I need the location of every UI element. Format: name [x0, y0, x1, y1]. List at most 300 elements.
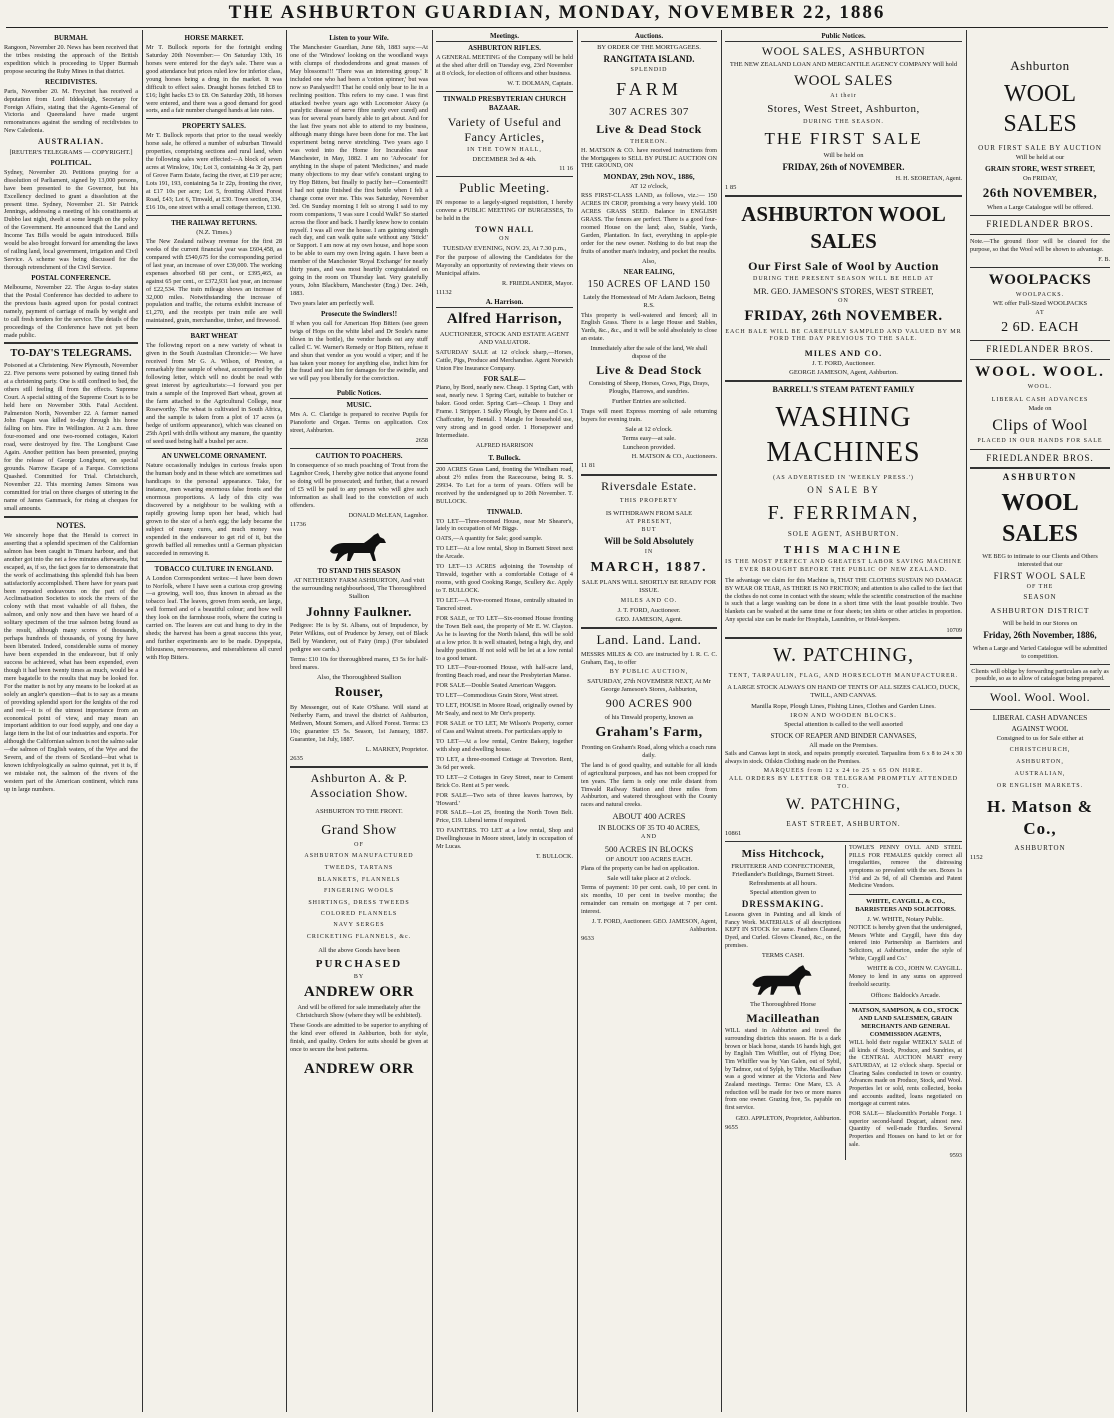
- church-heading: TINWALD PRESBYTERIAN CHURCH BAZAAR.: [443, 94, 566, 112]
- woolpacks-title: WOOLPACKS: [988, 271, 1092, 288]
- clients-text: Clients will oblige by forwarding particulars as early as possible, so as to allow of catalogue being prepared.: [971, 667, 1109, 683]
- purchased-text: PURCHASED: [315, 958, 403, 971]
- show-heading: Ashburton A. & P. Association Show.: [310, 771, 408, 801]
- column-rule: [142, 30, 143, 1412]
- dressmaking-title: DRESSMAKING.: [741, 899, 825, 910]
- harrison-signature: ALFRED HARRISON: [475, 442, 534, 450]
- public-meeting-date: TUESDAY EVENING, NOV. 23, At 7.30 p.m.,: [442, 244, 567, 252]
- wool-sales-title-2: WOOL SALES: [1001, 489, 1079, 547]
- swindlers-heading: Prosecute the Swindlers!!: [320, 309, 398, 318]
- money-to-lend: Money to lend in any sums on approved freehold security.: [848, 974, 962, 988]
- terms-cash: TERMS CASH.: [761, 952, 805, 960]
- offices: Offices: Baldock's Arcade.: [870, 991, 941, 999]
- sole-agent: SOLE AGENT, ASHBURTON.: [787, 530, 900, 539]
- column-rule: [721, 30, 722, 1412]
- letting-item: FOR SALE or TO LET, Mr Wilson's Property, corner of Cass and Walnut streets. For particulars apply to: [436, 720, 573, 736]
- tobacco-article: A London Correspondent writes:—I have been down to Norfolk, where I have seen a curious crop growing—a growing, well too, thus known in abroad as the tobacco leaf. The leaves, grown from seeds, are large, well formed and of a beautiful colour; and how well they look on the farmhouse roofs, where the curing is carried on. The leaves are cut and hung to dry in the sheds; the harvest has been a great success this year, and further experiments are to be made. Dyspepsia, biliousness, nervousness, and miserableness all cured with Hop Bitters.: [146, 574, 282, 661]
- at-present: AT PRESENT,: [625, 519, 673, 526]
- machine-number: 10709: [946, 626, 962, 634]
- harrison-subtitle: AUCTIONEER, STOCK AND ESTATE AGENT AND VALUATOR.: [439, 331, 570, 347]
- dressmaking-text: Lessons given in Painting and all kinds of Fancy Work. MATERIALS of all descriptions KEPT IN STOCK for same. Feathers Cleaned, Dyed, and Curled. Gloves Cleaned, &c., on the premises.: [725, 911, 841, 949]
- grahams-road: Fronting on Graham's Road, along which a coach runs daily.: [581, 743, 717, 759]
- column-rule: [966, 30, 967, 1412]
- mayor-signature: R. FRIEDLANDER, Mayor.: [502, 279, 573, 287]
- jameson-agent: GEO. JAMESON, Agent.: [615, 616, 683, 624]
- hitchcock-notice: [725, 845, 841, 1160]
- partnership-notice: NOTICE is hereby given that the undersigned, Messrs White and Caygill, have this day entered into Partnership as Barristers and Solicitors, at Ashburton, under the style of 'White, Caygill and Co.': [848, 924, 962, 962]
- divider: [970, 359, 1110, 360]
- stock-consisting: Consisting of Sheep, Horses, Cows, Pigs, Drays, Ploughs, Harrows, and sundries.: [588, 380, 710, 396]
- tinwald-property: of his Tinwald property, known as: [604, 713, 694, 721]
- rouser-title: Rouser,: [334, 685, 384, 701]
- political-article: Sydney, November 20. Petitions praying for a dissolution of Parliament, signed by 13,000 persons, have been presented to the Governor, but his Excellency declined to grant a dissolution at the present time. Sydney, November 21. Sir Patrick Jennings, addressing a meeting of his constituents at Dubbo last night, dwelt at some length on the policy of the Government. He announced that the Land and Income Tax Bills would be again introduced. Bills would be also brought forward for amending the laws of railing land, local government, irrigation and Civil Service. A scheme was being discussed for the thorough retrenchment of the Civil Service.: [4, 168, 138, 272]
- masthead-rule: [6, 27, 1108, 28]
- column-rule: [577, 30, 578, 1412]
- grand-show: Grand Show: [321, 823, 397, 839]
- washing-machines-title: WASHING MACHINES: [766, 401, 921, 469]
- public-notices-heading: Public Notices.: [290, 389, 428, 399]
- friday-date: Friday, 26th November, 1886,: [983, 630, 1097, 641]
- further-entries: Further Entries are solicited.: [611, 398, 686, 406]
- will-be-held-2: Will be held in our Stores on: [1002, 619, 1078, 627]
- ealing-homestead: Lately the Homestead of Mr Adam Jackson, Being R.S.: [583, 293, 715, 310]
- divider: [970, 449, 1110, 450]
- liberal-advances-2: LIBERAL CASH ADVANCES: [992, 712, 1088, 722]
- sale-date: 26th NOVEMBER,: [982, 185, 1098, 201]
- in-text: IN: [644, 548, 654, 555]
- luncheon-text: Luncheon provided.: [622, 444, 676, 452]
- friedlander-bros-3: FRIEDLANDER BROS.: [986, 452, 1094, 463]
- about-400: ABOUT 400 ACRES: [612, 811, 686, 822]
- grain-store: GRAIN STORE, WEST STREET,: [984, 164, 1096, 174]
- sails-canvas: Sails and Canvas kept in stock, and repairs promptly executed. Tarpaulins from 6 x 8 to 24 x 30 always in stock. Oilskin Clothing made on the Premises.: [725, 750, 962, 765]
- splendid-text: SPLENDID: [630, 66, 668, 73]
- livestock-title: Live & Dead Stock: [596, 121, 702, 136]
- tobacco-heading: TOBACCO CULTURE IN ENGLAND.: [154, 564, 274, 573]
- column-rule: [286, 30, 287, 1412]
- wife-article: The Manchester Guardian, June 6th, 1883 says:—At one of the 'Windows' looking on the woodland ways with clumps of rhododendrons and great masses of May blossoms!!! 'There was an interesting group.' It included one who had been a 'cotton spinner,' but was now so Paralysed!!! That he could only bear to lie in a reclining position. This refers to my case. I was first attacked twelve years ago with Locomotor Ataxy (a paralytic disease of nerve fibre rarely ever cured) and was for several years barely able to get about. And for the last five years not able to attend to my business, although many things have been done for me. The last experiment being nerve stretching. Two years ago I was voted into the Home for Incurables near Manchester, in May, 1882. I am no 'Advocate' for anything in the shape of patent 'Medicines,' and made many objections to my dear wife's constant urging to try Hop Bitters, but finally to pacify her—Consented!! I had not quite finished the first bottle when I felt a change come over me. This was Saturday, November 3rd. On Sunday morning I felt so strong I said to my room companions, 'I was sure I could Walk!' So started across the floor and back. I hardly knew how to contain myself. I was all over the house. I am gaining strength each day, and can walk quite safe without any 'Stick!' or Support. I am now at my own house, and hope soon to be able to earn my own living again. I have been a member of the Manchester 'Royal Exchange' for nearly thirty years, and was most heartily congratulated on going in the room on Thursday last. Very gratefully yours, John Blackburn, Manchester (Eng.) Dec. 24th, 1883.: [290, 43, 428, 298]
- plans-text: Plans of the property can be had on application.: [581, 865, 700, 872]
- land-acres: 900 ACRES 900: [605, 696, 693, 711]
- bart-wheat-article: The following report on a new variety of wheat is given in the South Australian Chronicle:— We have received from Mr G. A. Wilson, of Preston, a remarkably fine sample of wheat, accompanied by the following letter, which will no doubt be read with great interest by agriculturists:—I forward you per train a sample of the Improved Bart wheat, grown at the farm attached to the Agricultural College, near Roseworthy. The wheat is cultivated in South Africa, and the sample is taken from a plot of 17 acres (a hedge of uniform appearance), which was cleaned on 25th April with drills without any manure, the quantity of seed used being half a bushel per acre.: [146, 342, 282, 445]
- public-meeting-purpose: For the purpose of allowing the Candidates for the Mayoralty an opportunity of reviewing their views on Municipal affairs.: [436, 253, 573, 277]
- recidivistes-heading: RECIDIVISTES.: [45, 77, 97, 86]
- telegrams-heading: TO-DAY'S TELEGRAMS.: [10, 348, 132, 360]
- each-bale: EACH BALE WILL BE CAREFULLY SAMPLED AND VALUED BY MR FORD THE DAY PREVIOUS TO THE SALE.: [725, 328, 962, 343]
- orr-notice: And will be offered for sale immediately after the Christchurch Show (where they will be exhibited).: [296, 1004, 422, 1020]
- special-given: Special attention given to: [749, 889, 817, 896]
- auction-date: MONDAY, 29th NOV., 1886,: [603, 172, 695, 182]
- column-rule: [432, 30, 433, 1412]
- auctions-heading: Auctions.: [581, 32, 717, 42]
- postal-heading: POSTAL CONFERENCE.: [31, 273, 111, 282]
- letting-item: TO LET—Three-roomed House, near Mr Shearer's, lately in occupation of Mr Biggs.: [436, 517, 573, 533]
- letting-item: TO LET.—A Five-roomed House, centrally situated in Tancred street.: [436, 596, 573, 612]
- rouser-signature: L. MARKEY, Proprietor.: [365, 745, 428, 753]
- divider: [970, 340, 1110, 341]
- macilleathan-text: WILL stand in Ashburton and travel the surrounding districts this season. He is a dark brown or black horse, stands 16 hands high, got by English Tim Whiffler, out of Flying Doe; Tim Whiffler was by Van Galen, out of Sybil, by Tadmor, out of Sylph, by Tithe. Macilleathan was a good winner at the Victoria and New Zealand meetings. Terms: One Mare, £3. A reduction will be made for two or more mares from one owner. Grazing free, 5s. payable on first service.: [725, 1028, 841, 1111]
- friedlander-bros: FRIEDLANDER BROS.: [986, 219, 1094, 230]
- divider: [4, 516, 138, 518]
- placed-for-sale: PLACED IN OUR HANDS FOR SALE: [977, 438, 1103, 445]
- legal-notices: [845, 845, 962, 1160]
- wool-sales-title: WOOL SALES: [1003, 80, 1077, 138]
- goods-item: BLANKETS, FLANNELS: [317, 876, 401, 883]
- ford-auctioneer: J. T. FORD, Auctioneer.: [812, 359, 875, 367]
- divider: [849, 1003, 962, 1004]
- goods-item: NAVY SERGES: [333, 922, 385, 929]
- poachers-signature: DONALD McLEAN, Lagmhor.: [348, 511, 428, 519]
- of-the: OF THE: [1026, 583, 1054, 590]
- we-beg-text: WE BEG to intimate to our Clients and Others interested that our: [982, 553, 1098, 569]
- market-item: AUSTRALIAN,: [1014, 771, 1066, 778]
- ashburton-wool-sales-title: ASHBURTON WOOL SALES: [741, 202, 946, 253]
- divider: [146, 561, 282, 562]
- column-public-notices: [725, 32, 962, 1412]
- against-wool: AGAINST WOOL: [1011, 724, 1069, 734]
- goods-item: SHIRTINGS, DRESS TWEEDS: [308, 899, 410, 906]
- hitchcock-title: Miss Hitchcock,: [741, 847, 825, 860]
- manufactured-text: ASHBURTON MANUFACTURED: [304, 852, 414, 859]
- divider: [146, 215, 282, 216]
- matson-signature: H. MATSON & CO., Auctioneers.: [631, 453, 717, 461]
- land-signature: J. T. FORD, Auctioneer. GEO. JAMESON, Agent, Ashburton.: [591, 918, 717, 933]
- appleton-signature: GEO. APPLETON, Proprietor, Ashburton.: [735, 1114, 841, 1122]
- miles-and-co: MILES AND CO.: [620, 598, 678, 605]
- bullock-signature: T. BULLOCK.: [535, 853, 573, 861]
- letting-item: TO LET—2 Cottages in Grey Street, near to Cement Brick Co. Rent at 5 per week.: [436, 773, 573, 789]
- column-hop-bitters: [290, 32, 428, 1412]
- patching-number: 10861: [725, 829, 742, 837]
- public-notices-heading: Public Notices.: [725, 32, 962, 42]
- patching-title-2: W. PATCHING,: [785, 796, 902, 814]
- town-hall: TOWN HALL: [475, 224, 534, 234]
- divider: [436, 176, 573, 177]
- matson-instructions: H. MATSON & CO. have received instructions from the Mortgagees to SELL BY PUBLIC AUCTION ON THE GROUND, ON: [581, 146, 717, 170]
- ealing-acres: 150 ACRES OF LAND 150: [587, 279, 711, 291]
- divider: [970, 686, 1110, 687]
- by-text: BY: [353, 973, 365, 980]
- jameson-stores: MR. GEO. JAMESON'S STORES, WEST STREET,: [753, 285, 934, 296]
- bottom-notices: [725, 845, 962, 1160]
- land-number: 9633: [581, 934, 594, 942]
- divider: [970, 467, 1110, 469]
- during-season: DURING THE SEASON.: [803, 118, 884, 125]
- woolpacks-offer: WE offer Full-Sized WOOLPACKS: [992, 300, 1088, 308]
- letting-item: FOR SALE—Double Seated American Waggon.: [436, 682, 557, 690]
- land-date: SATURDAY, 27th NOVEMBER NEXT, At Mr George Jameson's Stores, Ashburton,: [587, 677, 711, 693]
- agent-signature: H. H. SEORETAN, Agent.: [895, 174, 962, 182]
- ashburton-district: ASHBURTON DISTRICT: [990, 606, 1090, 616]
- divider: [146, 118, 282, 119]
- letting-item: TO LET—13 ACRES adjoining the Township of Tinwald, together with a comfortable Cottage of 4 rooms, with good Cooking Range, Scullery &c. Apply to T. BULLOCK.: [436, 563, 573, 595]
- also-text: Also, the Thoroughbred Stallion: [316, 673, 401, 681]
- letting-item: OATS,—A quantity for Sale; good sample.: [436, 535, 543, 543]
- rouser-text: By Messenger, out of Kate O'Shane. Will stand at Netherby Farm, and travel the district of Ashburton, Methven, Mount Somers, and Alford Forest. Terms: £3 10s; guarantee £5 5s. Season, 1st January, 1887. Guarantee, 1st July, 1887.: [290, 704, 428, 743]
- poachers-number: 11736: [290, 520, 307, 528]
- goods-item: CRICKETING FLANNELS, &c.: [306, 933, 412, 940]
- poachers-notice: In consequence of so much poaching of Trout from the Lagmhor Creek, I hereby give notice that anyone found so doing will be prosecuted; and further, that a reward of £5 will be paid to any person who will give such information as shall lead to the conviction of such offenders.: [290, 461, 428, 509]
- rifles-heading: ASHBURTON RIFLES.: [468, 43, 541, 52]
- sale-plans: SALE PLANS WILL SHORTLY BE READY FOR ISSUE.: [581, 578, 717, 594]
- lettings-list: [436, 518, 573, 852]
- letting-item: TO LET—At a low rental, Shop in Burnett Street next the Arcade.: [436, 545, 573, 561]
- wool-sales-mid: WOOL SALES: [793, 72, 894, 89]
- divider: [849, 894, 962, 895]
- withdrawn-text: IS WITHDRAWN FROM SALE: [605, 509, 693, 517]
- divider: [436, 91, 573, 92]
- note-signature: F. B.: [1098, 255, 1110, 263]
- ashburton-heading: Ashburton: [1010, 58, 1070, 73]
- horse-caption: The Thoroughbred Horse: [750, 1000, 816, 1008]
- blocks-500: 500 ACRES IN BLOCKS: [604, 843, 694, 854]
- at-their: At their: [830, 92, 857, 99]
- livestock-title-2: Live & Dead Stock: [596, 363, 702, 378]
- farm-title: FARM: [616, 79, 682, 100]
- railway-article: The New Zealand railway revenue for the first 28 weeks of the current financial year was £604,458, as compared with £540,675 for the corresponding period of last year, an increase of over £39,000. The working expenses absorbed 68 per cent., or £395,465, as against 65 per cent., or £372,931 last year, an increase of £22,534. The train mileage shows an increase of 32,000 miles. Notwithstanding the increase of population and traffic, the returns exhibit increase of £1,270, and the receipts per train mile are well maintained, grain, merchandise, timber, and firewood.: [146, 237, 282, 325]
- divider: [146, 328, 282, 329]
- farm-description: RSS FIRST-CLASS LAND, as follows, viz.:— 150 ACRES IN CROP, promising a very heavy yield. 100 ACRES GRASS SEED. Balance in ENGLISH GRASS. The fences are perfect. There is a good four-roomed House on the land; also, Stable, Yards, Garden, Plantation. In fact, everything in apple-pie order for the new owner. Nothing to do but reap the fruits of another man's industry, and pocket the results.: [581, 192, 717, 255]
- farm-acres: 307 ACRES 307: [609, 106, 689, 119]
- woolpacks-subtitle: WOOLPACKS.: [1015, 291, 1065, 298]
- loan-agency: THE NEW ZEALAND LOAN AND MERCANTILE AGENCY COMPANY Will hold: [729, 61, 958, 69]
- matson-title: H. Matson & Co.,: [987, 797, 1093, 839]
- machine-advantage: The advantage we claim for this Machine is, THAT THE CLOTHES SUSTAIN NO DAMAGE BY WEAR OR TEAR, AS THERE IS NO FRICTION; and attention is also called to the fact that the clothes do not come in contact with the steam; while the scientific construction of the machine is such that a large washing can be done in a short time with the least possible trouble. Two blankets can be washed at the same time or four sheets; ten shirts or other articles in proportion. Any special size can be made for Hospitals, Laundries, or Hotel-keepers.: [725, 578, 962, 623]
- catalogue-text: When a Large Catalogue will be offered.: [986, 203, 1094, 211]
- first-sale-title: THE FIRST SALE: [764, 129, 923, 149]
- markets-list: [970, 744, 1110, 792]
- matson-for-sale: FOR SALE— Blacksmith's Portable Forge. 1 superior second-hand Dogcart, almost new. Quantity of well-made Hurdles. Several Properties and Houses on hand to let or for sale.: [848, 1111, 962, 1148]
- ashburton-heading-2: ASHBURTON: [1002, 472, 1078, 483]
- ground-floor-note: Note.—The ground floor will be cleared for the purpose, so that the Wool will be shown to advantage.: [970, 237, 1110, 253]
- letting-item: FOR SALE, or TO LET—Six-roomed House fronting the Town Belt east, the property of Mr E. W. Clayton. As he is leaving for the North Island, this will be sold at a low price. It is well situated, being a high, dry, and healthy position. If not sold will be let at a low rental to a good tenant.: [436, 614, 573, 662]
- macilleathan-title: Macilleathan: [746, 1010, 820, 1025]
- after-sale-text: Immediately after the sale of the land, We shall dispose of the: [590, 345, 708, 361]
- this-property: THIS PROPERTY: [619, 498, 679, 505]
- most-perfect: IS THE MOST PERFECT AND GREATEST LABOR SAVING MACHINE EVER BROUGHT BEFORE THE PUBLIC OF NEW ZEALAND.: [725, 559, 962, 573]
- during-present: DURING THE PRESENT SEASON WILL BE HELD AT: [753, 276, 934, 283]
- letting-item: TO FAINTERS. TO LET at a low rental, Shop and Dwellinghouse in Moore street, lately in occupation of Mr Lucas.: [436, 827, 573, 851]
- wool-sales-ashburton: WOOL SALES, ASHBURTON: [761, 43, 926, 58]
- wool-wool-title: WOOL. WOOL.: [975, 363, 1105, 380]
- advertised-text: (AS ADVERTISED IN 'WEEKLY PRESS.'): [773, 475, 914, 482]
- trains-text: Traps will meet Express morning of sale returning buyers for evening train.: [581, 407, 717, 423]
- towles-pills: TOWLE'S PENNY OYLL AND STEEL PILLS FOR FEMALES quickly correct all irregularities, remove the distressing symptoms so prevalent with the sex. Boxes 1s 1½d and 2s 9d, of all Chemists and Patent Medicine Vendors.: [848, 844, 962, 890]
- varied-catalogue: When a Large and Varied Catalogue will be submitted to competition.: [972, 644, 1108, 660]
- masthead: THE ASHBURTON GUARDIAN, MONDAY, NOVEMBER 22, 1886: [228, 2, 886, 23]
- railway-heading: THE RAILWAY RETURNS.: [171, 218, 257, 227]
- footer-number: 1152: [970, 853, 983, 861]
- island-heading: RANGITATA ISLAND.: [603, 54, 695, 65]
- divider: [970, 664, 1110, 665]
- goods-item: COLORED FLANNELS: [320, 910, 398, 917]
- recidivistes-article: Paris, November 20. M. Freycinet has received a deputation from Lord Iddesleigh, Secretary for Foreign Affairs, stating that the Agents-General of Victoria and Queensland have made urgent remonstrances against the sending of recidivistes to New Caledonia.: [4, 87, 138, 135]
- also-text: Also,: [642, 257, 656, 265]
- sale-time: Sale at 12 o'clock.: [625, 425, 673, 433]
- divider: [725, 380, 962, 382]
- johnny-faulkner-title: Johnny Faulkner.: [306, 603, 412, 619]
- rifles-notice: A GENERAL MEETING of the Company will be held at the shed after drill on Tuesday evg, 23rd November at 8 o'clock, for election of officers and other business.: [436, 53, 573, 77]
- made-on-premises: All made on the Premises.: [809, 741, 878, 749]
- letting-item: TO LET—Commodious Grain Store, West street.: [436, 692, 559, 700]
- harrison-text: SATURDAY SALE at 12 o'clock sharp,—Horses, Cattle, Pigs, Produce and Merchandise. Agent Norwich Union Fire Insurance Company.: [436, 348, 573, 372]
- notes-article: We sincerely hope that the Herald is correct in asserting that a splendid specimen of the Californian salmon has been caught in Timaru harbour, and that another got into the net a few minutes afterwards, but escaped, as, if so, the fact goes far to demonstrate that the work of acclimatising this splendid fish has been satisfactorily accomplished. There have for years past been repeated endeavours on the part of the Acclimatisation Societies to stock the rivers of the colony with that most valuable of all fishes, the salmon, and only now and then have we heard of a solitary specimen of the true salmon being found as the result, although many scores of thousands, perhaps hundreds of thousands, of young fry have been liberated. Indeed, considerable sums of money have been expended in the endeavour, but if only success be achieved, what has been expended, even though it had been twenty times as much, would be a mere bagatelle to the results that may be looked for. For the matter is not by any means to be looked at as solely an angler's question—that is to say as a means of providing splendid sport for the knights of the rod and reel—it is of the utmost importance from an economical point of view, and may mean an important addition to our food supply, and one day a large item in the list of our industries and exports. For although the Californian salmon is not the salmo salar—the salmon of English waters, of the Wye and the Severn, and of the rivers of Scotland—but what is known ichthyologically as salmo quinnat, yet it is, if we mistake not, the salmon of the rivers of the western part of the American continent, which runs up in large numbers.: [4, 531, 138, 793]
- ealing-description: This property is well-watered and fenced; all in English Grass. There is a large House and Stables, Yards, &c., &c., and it will be sold absolutely to close an estate.: [581, 311, 717, 343]
- large-stock: A LARGE STOCK ALWAYS ON HAND OF TENTS OF ALL SIZES CALICO, DUCK, TWILL, AND CANVAS.: [727, 683, 960, 700]
- season-text: SEASON: [1023, 593, 1057, 602]
- of-text: OF: [354, 842, 364, 849]
- bullock-small-heading: T. Bullock.: [436, 454, 573, 464]
- will-be-held: Will be held on: [823, 151, 864, 159]
- goods-item: TWEEDS, TARTANS: [324, 865, 394, 872]
- divider: [970, 709, 1110, 710]
- marquees: MARQUEES from 12 x 24 to 25 x 65 ON HIRE.: [763, 768, 924, 775]
- wife-tail: Two years later am perfectly well.: [290, 299, 375, 307]
- reuter-credit: [REUTER'S TELEGRAMS — COPYRIGHT.]: [9, 148, 133, 156]
- column-wool-sales: [970, 32, 1110, 1412]
- payment-terms: Terms of payment: 10 per cent. cash, 10 per cent. in six months, 10 per cent in twelve months; the remainder can remain on mortgage at 7 per cent. interest.: [581, 884, 717, 916]
- goods-item: FINGERING WOOLS: [323, 888, 395, 895]
- patching-subtitle: TENT, TARPAULIN, FLAG, AND HORSECLOTH MANUFACTURER.: [728, 673, 959, 680]
- terms-text: Terms easy—at sale.: [622, 434, 676, 442]
- political-heading: POLITICAL.: [50, 158, 92, 167]
- horse-market-heading: HORSE MARKET.: [184, 34, 244, 42]
- public-auction: BY PUBLIC AUCTION,: [609, 668, 689, 675]
- music-notice: Mrs A. C. Claridge is prepared to receive Pupils for Pianoforte and Organ. Terms on application. Cox street, Ashburton.: [290, 411, 428, 435]
- column-meetings: [436, 32, 573, 1412]
- thereon-text: THEREON.: [630, 138, 668, 145]
- on-text: ON: [499, 235, 510, 242]
- first-wool-sale: FIRST WOOL SALE: [993, 571, 1087, 582]
- stand-subheading: AT NETHERBY FARM ASHBURTON, And visit the surrounding neighbourhood, The Thoroughbred Stallion: [292, 576, 426, 601]
- auction-time: AT 12 o'clock,: [630, 183, 668, 190]
- sale-time-2: Sale will take place at 2 o'clock.: [607, 874, 691, 882]
- at-text: AT: [1035, 309, 1045, 316]
- on-text: ON: [838, 297, 849, 304]
- column-markets: [146, 32, 282, 1412]
- letting-item: FOR SALE—Two sets of three leaves harrows, by 'Howard.': [436, 791, 573, 807]
- sold-absolutely: Will be Sold Absolutely: [604, 536, 694, 547]
- white-caygill: WHITE, CAYGILL, & CO., BARRISTERS AND SOLICITORS.: [855, 898, 956, 914]
- stores-west-street: Stores, West Street, Ashburton,: [767, 103, 920, 116]
- consigned-text: Consigned to us for Sale either at: [996, 734, 1084, 742]
- divider: [970, 234, 1110, 235]
- letting-item: TO LET—Four-roomed House, with half-acre land, fronting Beach road, and near the Presbyterian Manse.: [436, 664, 573, 680]
- goods-list: [290, 863, 428, 943]
- burmah-heading: BURMAH.: [54, 34, 88, 42]
- bazaar-date: DECEMBER 3rd & 4th.: [472, 155, 537, 163]
- appleton-number: 9655: [725, 1123, 738, 1131]
- this-machine: THIS MACHINE: [783, 544, 904, 557]
- divider: [725, 637, 962, 639]
- wool-text: WOOL.: [1027, 383, 1053, 390]
- letting-item: TO LET—At a low rental, Centre Bakery, together with shop and dwelling house.: [436, 737, 573, 753]
- harrison-small-heading: A. Harrison.: [436, 298, 573, 308]
- for-sale-list: Piano, by Bord, nearly new. Cheap. 1 Spring Cart, with seat, nearly new. 1 Spring Cart, suitable to butcher or baker. Good order. Spring Cart—Cheap. 1 Dray and Frame. 1 Stripper. 1 Sulky Plough, by Deere and Co. 1 Chaffcutter, by Bentall. 1 Mangle for household use, very strong and in good order. 1 Horsepower and Intermediate.: [436, 384, 573, 440]
- in-blocks: IN BLOCKS OF 35 TO 40 ACRES,: [598, 824, 700, 833]
- barrell-heading: BARRELL'S STEAM PATENT FAMILY: [772, 385, 915, 395]
- harrison-title: Alfred Harrison,: [446, 310, 563, 327]
- divider: [725, 841, 962, 842]
- notice-number: 1 85: [725, 183, 737, 191]
- matson-sampson: MATSON, SAMPSON, & CO., STOCK AND LAND SALESMEN, GRAIN MERCHANTS AND GENERAL COMMISSION AGENTS,: [851, 1006, 960, 1039]
- property-sales-article: Mr T. Bullock reports that prior to the usual weekly horse sale, he offered a number of suburban Tinwald properties, comprising sections and rural land, when the following sales were effected:—A block of seven acres at Winslow, 10s; Lot 3, containing 4a 3r 2p, part of Grove Farm Estate, facing the river, at £19 per acre; Lots 191, 193, containing 5a 1r 22p, fronting the river, at £17 10s per acre; Lot 5, fronting Alford Forest Road, £43; Lot 6, Tinwald, at £30. Town section, 334, £16 10s, one street with a small cottage thereon, £130.: [146, 132, 282, 211]
- stallion-icon: [324, 531, 394, 565]
- orders-text: ALL ORDERS BY LETTER OR TELEGRAM PROMPTLY ATTENDED TO.: [728, 775, 959, 790]
- letting-item: TO LET, a three-roomed Cottage at Trevorton. Rent, 3s 6d per week.: [436, 755, 573, 771]
- divider: [146, 448, 282, 449]
- friday-november: FRIDAY, 26th of NOVEMBER.: [782, 162, 905, 173]
- divider: [290, 766, 428, 768]
- letting-item: TO LET, HOUSE in Moore Road, originally owned by Mr Sealy, and next to Mr Orr's property.: [436, 702, 573, 718]
- made-on: Made on: [1028, 405, 1052, 413]
- above-goods: All the above Goods have been: [318, 947, 400, 955]
- ornament-article: Nature occasionally indulges in curious freaks upon the human body and in these which are sometimes sad handicaps to the personal appearance. Take, for instance, men wearing enormous false fronts and the enormous proportions. A lady of this city was discovered by a neighbour to be walking with a rapidly growing lump upon her head, which had grown to the size of a hen's egg; the lady became the subject of many cures, and much money was expended in the endeavour to get rid of it, but the growth baffled all remedies until a German physician succeeded in removing it.: [146, 462, 282, 557]
- andrew-orr-footer: ANDREW ORR: [303, 1061, 415, 1078]
- pedigree-text: Pedigree: He is by St. Albans, out of Impudence, by Peter Wilkins, out of Prudence by Jersey, out of Black Bell by Wanderer, out of Fairy (imp.) (For tabulated pedigree see cards.): [290, 622, 428, 654]
- market-item: ASHBURTON,: [1016, 759, 1064, 766]
- special-attention: Special attention is called to the well assorted: [784, 721, 903, 729]
- our-first-sale: OUR FIRST SALE BY AUCTION: [978, 144, 1102, 153]
- friedlander-bros-2: FRIEDLANDER BROS.: [986, 344, 1094, 355]
- music-heading: MUSIC.: [346, 401, 372, 410]
- on-friday: On FRIDAY,: [1023, 174, 1057, 182]
- racehorse-icon: [746, 963, 820, 999]
- white-signature: WHITE & CO., JOHN W. CAYGILL.: [867, 965, 962, 973]
- column-news: [4, 32, 138, 1412]
- ford-auctioneer: J. T. FORD, Auctioneer.: [617, 606, 681, 614]
- clips-of-wool: Clips of Wool: [992, 416, 1088, 434]
- liberal-advances: LIBERAL CASH ADVANCES: [991, 396, 1089, 403]
- ealing-heading: NEAR EALING,: [623, 268, 675, 277]
- patching-title: W. PATCHING,: [772, 644, 915, 667]
- burmah-article: Rangoon, November 20. News has been received that the tribes resisting the approach of the British expedition which is proceeding to Upper Burmah propose securing the Ruby Mines in that district.: [4, 43, 138, 75]
- divider: [581, 627, 717, 629]
- bullock-land-text: 200 ACRES Grass Land, fronting the Windham road, about 2½ miles from the Racecourse, being R. S. 29934. To Let for a term of years. Offers will be received by the undersigned up to 20th November. T. BULLOCK.: [436, 465, 573, 505]
- property-sales-heading: PROPERTY SALES.: [182, 122, 246, 131]
- miles-and-co: MILES AND CO.: [804, 347, 883, 358]
- friday-november-2: FRIDAY, 26th NOVEMBER.: [744, 308, 943, 325]
- land-heading: Land. Land. Land.: [596, 632, 702, 648]
- divider: [581, 474, 717, 476]
- jameson-agent: GEORGE JAMESON, Agent, Ashburton.: [789, 369, 898, 377]
- postal-article: Melbourne, November 22. The Argus to-day states that the Postal Conference has decided to adhere to the previous basis agreed upon for postal contract namely, payment of carriage of mails by weight and to call fresh tenders for the service. The details of the proceedings of the Conference have not yet been made public.: [4, 283, 138, 339]
- australian-heading: AUSTRALIAN.: [38, 137, 104, 147]
- rouser-number: 2635: [290, 754, 303, 762]
- notary-public: J. W. WHITE, Notary Public.: [867, 915, 944, 923]
- riversdale-heading: Riversdale Estate.: [601, 478, 697, 493]
- but-text: BUT: [641, 526, 657, 533]
- woolpacks-price: 2 6D. EACH: [1001, 320, 1079, 336]
- ornament-heading: AN UNWELCOME ORNAMENT.: [161, 452, 267, 461]
- patching-address: EAST STREET, ASHBURTON.: [786, 819, 901, 828]
- about-100: OF ABOUT 100 ACRES EACH.: [605, 855, 693, 863]
- grahams-farm: Graham's Farm,: [595, 724, 703, 740]
- will-be-held: Will be held at our: [1015, 154, 1065, 162]
- divider: [290, 448, 428, 449]
- ferriman-title: F. FERRIMAN,: [767, 501, 920, 524]
- on-sale-by: ON SALE BY: [807, 484, 880, 495]
- letting-item: FOR SALE—Lot 25, fronting the North Town Belt. Price, £19. Liberal terms if required.: [436, 809, 573, 825]
- divider: [970, 267, 1110, 268]
- wife-heading: Listen to your Wife.: [329, 34, 389, 42]
- matson-sampson-text: WILL hold their regular WEEKLY SALE of all kinds of Stock, Produce, and Sundries, at the CENTRAL AUCTION MART every SATURDAY, at 12 o'clock sharp. Special or Clearing Sales conducted in town or country. Advances made on Produce, Stock, and Wool. Properties let or sold, rents collected, books and accounts audited, loans negotiated on mortgage at current rates.: [848, 1040, 962, 1108]
- horse-market-article: Mr T. Bullock reports for the fortnight ending Saturday 20th November:— On Saturday 13th, 16 horses were entered for the day's sale. There was a good attendance but prices ruled low for inferior class, young horses being a drug in the market. It was difficult to effect sales. Draught horses fetched £8 to £16; light hacks £3 to £8. On Saturday 20th, 18 horses were entered, and there was a good demand for good sorts, and a fair number changed hands at late rates.: [146, 43, 282, 115]
- hitchcock-subtitle: FRUITERER AND CONFECTIONER, Friedlander's Buildings, Burnett Street. Refreshments at all hours.: [731, 863, 835, 887]
- public-meeting-text: IN response to a largely-signed requisition, I hereby convene a PUBLIC MEETING OF BURGESSES, To be held in the: [436, 198, 573, 222]
- orr-notice-2: These Goods are admitted to be superior to anything of the kind ever offered in Ashburton, both for style, finish, and quality. Orders for suits should be given at once to secure the best patterns.: [290, 1022, 428, 1054]
- rifles-signature: W. T. DOLMAN, Captain.: [507, 79, 573, 87]
